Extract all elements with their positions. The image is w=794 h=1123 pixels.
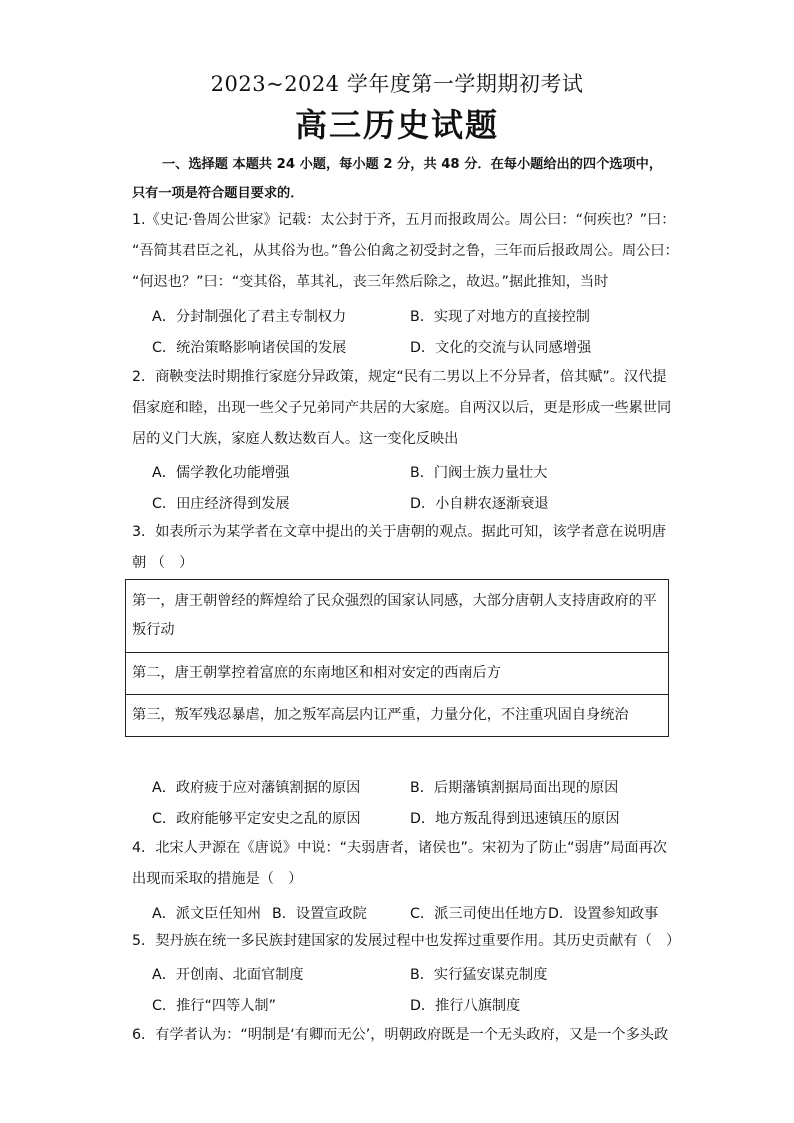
question-3-line: 3．如表所示为某学者在文章中提出的关于唐朝的观点。据此可知，该学者意在说明唐 (132, 524, 666, 540)
question-5-option-c[interactable]: C．推行“四等人制” (152, 998, 276, 1014)
viewpoint-table (125, 579, 669, 737)
question-3-option-a[interactable]: A．政府疲于应对藩镇割据的原因 (152, 780, 361, 796)
question-2-line: 2．商鞅变法时期推行家庭分异政策，规定“民有二男以上不分异者，倍其赋”。汉代提 (132, 369, 667, 385)
question-4-line: 4．北宋人尹源在《唐说》中说：“夫弱唐者，诸侯也”。宋初为了防止“弱唐”局面再次 (132, 840, 667, 856)
table-cell: 第二，唐王朝掌控着富庶的东南地区和相对安定的西南后方 (126, 653, 669, 695)
question-5-line: 5．契丹族在统一多民族封建国家的发展过程中也发挥过重要作用。其历史贡献有（ ） (132, 933, 681, 949)
question-1-stem (132, 205, 679, 298)
question-4-line: 出现而采取的措施是（ ） (132, 871, 303, 887)
question-5-option-a[interactable]: A．开创南、北面官制度 (152, 967, 304, 983)
question-4-option-c[interactable]: C．派三司使出任地方 (410, 906, 548, 922)
exam-header: 2023~2024 学年度第一学期期初考试 (210, 72, 584, 96)
question-1-line: “吾简其君臣之礼，从其俗为也。”鲁公伯禽之初受封之鲁，三年而后报政周公。周公曰： (132, 243, 679, 259)
question-5-option-d[interactable]: D．推行八旗制度 (410, 998, 521, 1014)
table-cell: 第三，叛军残忍暴虐，加之叛军高层内讧严重，力量分化，不注重巩固自身统治 (126, 695, 669, 737)
question-6-stem (132, 1020, 672, 1051)
table-row (126, 695, 669, 737)
question-4-option-a[interactable]: A．派文臣任知州 (152, 906, 262, 922)
question-2-line: 倡家庭和睦，出现一些父子兄弟同产共居的大家庭。自两汉以后，更是形成一些累世同 (132, 400, 672, 416)
question-1-option-c[interactable]: C．统治策略影响诸侯国的发展 (152, 340, 347, 356)
question-6-line: 6．有学者认为：“明制是‘有卿而无公’，明朝政府既是一个无头政府，又是一个多头政 (132, 1027, 669, 1043)
question-3-option-c[interactable]: C．政府能够平定安史之乱的原因 (152, 811, 361, 827)
question-2-option-a[interactable]: A．儒学教化功能增强 (152, 465, 290, 481)
question-2-line: 居的义门大族，家庭人数达数百人。这一变化反映出 (132, 431, 459, 447)
question-3-stem (132, 517, 672, 579)
instructions-line-2: 只有一项是符合题目要求的． (132, 186, 304, 201)
question-1-option-d[interactable]: D．文化的交流与认同感增强 (410, 340, 592, 356)
question-2-stem (132, 362, 672, 455)
question-1-option-a[interactable]: A．分封制强化了君主专制权力 (152, 309, 347, 325)
question-3-option-b[interactable]: B．后期藩镇割据局面出现的原因 (410, 780, 619, 796)
question-3-option-d[interactable]: D．地方叛乱得到迅速镇压的原因 (410, 811, 620, 827)
question-5-option-b[interactable]: B．实行猛安谋克制度 (410, 967, 548, 983)
question-4-option-d[interactable]: D．设置参知政事 (548, 906, 659, 922)
question-3-line: 朝 （ ） (132, 555, 194, 571)
question-2-option-d[interactable]: D．小自耕农逐渐衰退 (410, 496, 549, 512)
table-cell: 第一，唐王朝曾经的辉煌给了民众强烈的国家认同感，大部分唐朝人支持唐政府的平叛行动 (126, 580, 669, 653)
question-1-line: “何迟也？”曰：“变其俗，革其礼，丧三年然后除之，故迟。”据此推知，当时 (132, 274, 609, 290)
page-title: 高三历史试题 (294, 106, 499, 144)
table-row (126, 580, 669, 653)
table-row (126, 653, 669, 695)
question-4-stem (132, 833, 672, 895)
question-5-stem (132, 926, 681, 957)
question-1-option-b[interactable]: B．实现了对地方的直接控制 (410, 309, 590, 325)
question-1-line: 1.《史记·鲁周公世家》记载：太公封于齐，五月而报政周公。周公曰：“何疾也？”曰： (132, 212, 676, 228)
instructions-line-1: 一、选择题 本题共 24 小题，每小题 2 分，共 48 分．在每小题给出的四个选项中， (162, 157, 663, 172)
question-2-option-b[interactable]: B．门阀士族力量壮大 (410, 465, 548, 481)
section-instructions (132, 150, 672, 208)
question-4-option-b[interactable]: B．设置宣政院 (272, 906, 367, 922)
question-2-option-c[interactable]: C．田庄经济得到发展 (152, 496, 290, 512)
